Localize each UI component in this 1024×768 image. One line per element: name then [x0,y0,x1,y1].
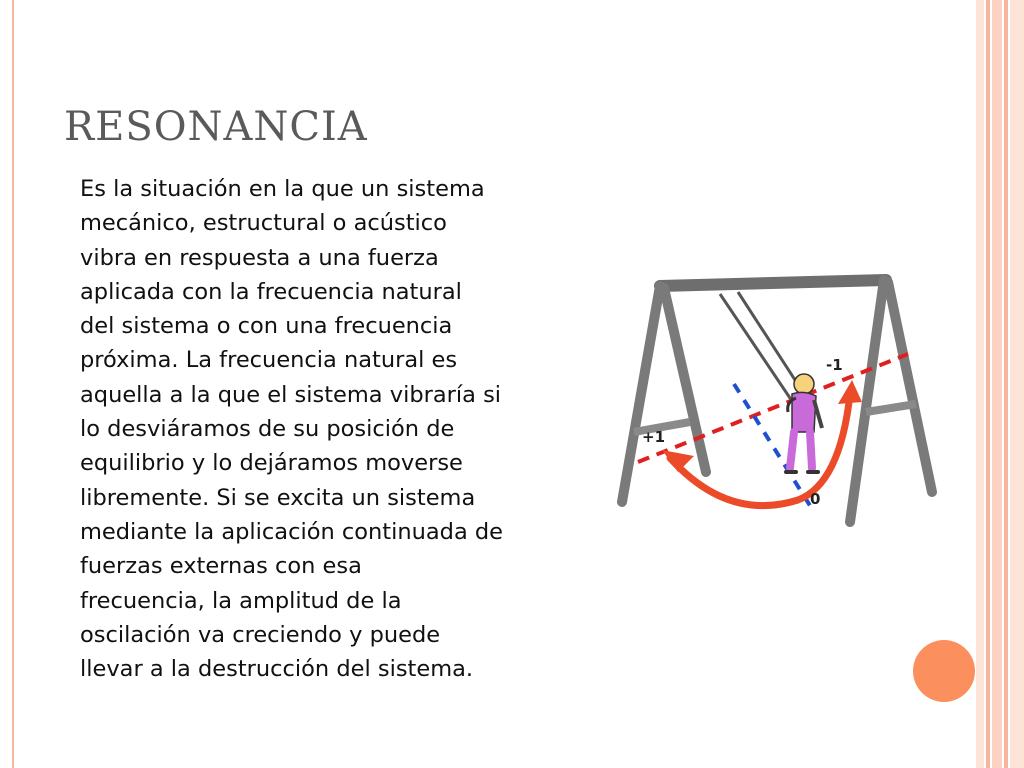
swing-illustration [608,272,948,532]
decorative-orange-circle [913,640,975,702]
body-line: libremente. Si se excita un sistema [80,484,476,511]
label-minus-one: -1 [826,356,843,374]
body-line: del sistema o con una frecuencia [80,313,453,340]
arrow-head-right [838,380,862,404]
body-paragraph [80,172,580,686]
right-back-leg [888,282,932,492]
stripe-4 [1004,0,1008,768]
swing-top-bar [660,280,886,286]
body-line: aquella a la que el sistema vibraría si [80,381,502,408]
body-line: próxima. La frecuencia natural es [80,347,458,374]
body-line: oscilación va creciendo y puede [80,621,441,648]
body-line: llevar a la destrucción del sistema. [80,656,474,683]
body-line: mediante la aplicación continuada de [80,518,504,545]
left-border-line [12,0,14,768]
body-line: mecánico, estructural o acústico [80,210,447,237]
body-line: frecuencia, la amplitud de la [80,587,402,614]
right-crossbar [866,404,916,412]
right-decorative-stripes [976,0,1024,768]
body-line: fuerzas externas con esa [80,553,362,580]
body-line: equilibrio y lo dejáramos moverse [80,450,463,477]
stripe-2 [986,0,990,768]
stripe-1 [976,0,984,768]
swing-rope-1 [720,294,794,404]
stripe-3 [992,0,1002,768]
arrow-head-left [662,450,694,472]
body-line: lo desviáramos de su posición de [80,416,455,443]
child-figure [786,374,822,472]
left-front-leg [622,286,660,502]
label-plus-one: +1 [642,428,666,446]
label-zero: 0 [810,490,821,508]
body-line: vibra en respuesta a una fuerza [80,244,439,271]
body-line: aplicada con la frecuencia natural [80,278,462,305]
stripe-5 [1010,0,1024,768]
slide-title: RESONANCIA [64,104,368,150]
body-line: Es la situación en la que un sistema [80,176,485,202]
